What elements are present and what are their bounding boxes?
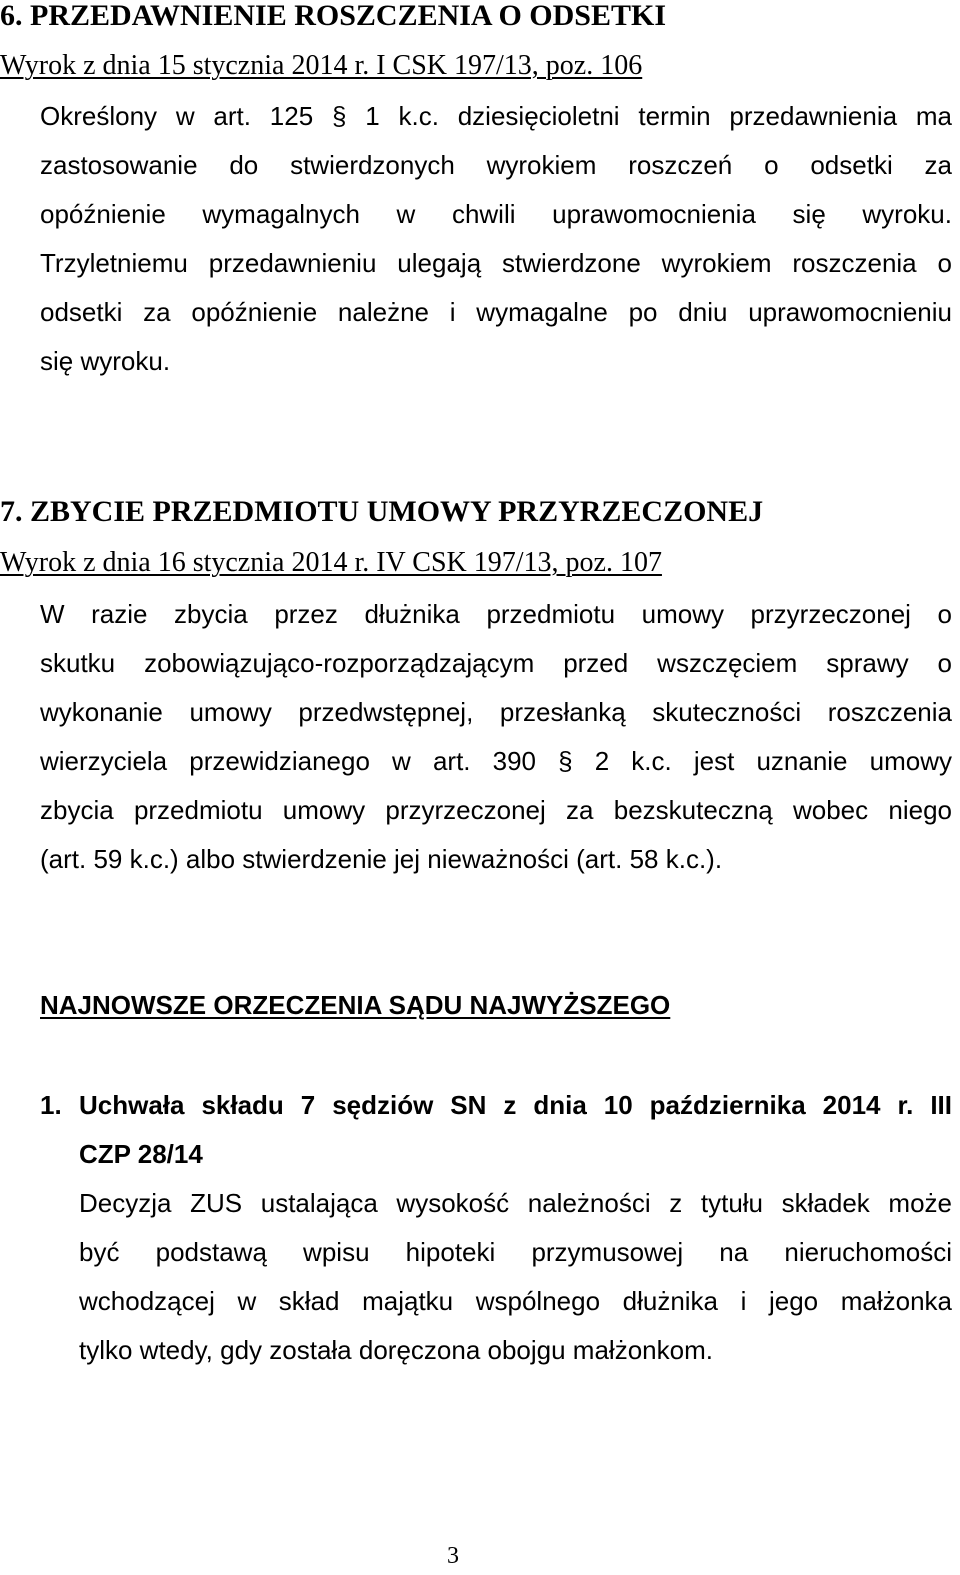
section-6-line: odsetki za opóźnienie należne i wymagalne po dniu uprawomocnieniu <box>40 297 952 327</box>
section-7-line: W razie zbycia przez dłużnika przedmiotu umowy przyrzeczonej o <box>40 599 952 629</box>
section-7-reference: Wyrok z dnia 16 stycznia 2014 r. IV CSK 197/13, poz. 107 <box>0 547 662 578</box>
ruling-title-line-2: CZP 28/14 <box>79 1139 203 1169</box>
newest-rulings-heading: NAJNOWSZE ORZECZENIA SĄDU NAJWYŻSZEGO <box>40 990 671 1020</box>
ruling-line: tylko wtedy, gdy została doręczona obojgu małżonkom. <box>79 1335 713 1365</box>
page-number: 3 <box>447 1543 459 1569</box>
section-6-line: Trzyletniemu przedawnieniu ulegają stwierdzone wyrokiem roszczenia o <box>40 248 952 278</box>
ruling-body <box>79 1179 952 1375</box>
section-6-line: Określony w art. 125 § 1 k.c. dziesięcioletni termin przedawnienia ma <box>40 101 952 131</box>
section-6-line: zastosowanie do stwierdzonych wyrokiem roszczeń o odsetki za <box>40 150 952 180</box>
section-7-line: (art. 59 k.c.) albo stwierdzenie jej nieważności (art. 58 k.c.). <box>40 844 723 874</box>
section-6-line: opóźnienie wymagalnych w chwili uprawomocnienia się wyroku. <box>40 199 952 229</box>
section-7-line: wierzyciela przewidzianego w art. 390 § 2 k.c. jest uznanie umowy <box>40 746 952 776</box>
section-6-heading: 6. PRZEDAWNIENIE ROSZCZENIA O ODSETKI <box>0 0 666 32</box>
section-7-line: wykonanie umowy przedwstępnej, przesłanką skuteczności roszczenia <box>40 697 952 727</box>
ruling-line: być podstawą wpisu hipoteki przymusowej na nieruchomości <box>79 1237 952 1267</box>
ruling-title-line-1: Uchwała składu 7 sędziów SN z dnia 10 października 2014 r. III <box>79 1090 952 1120</box>
ruling-line: Decyzja ZUS ustalająca wysokość należności z tytułu składek może <box>79 1188 952 1218</box>
section-6-reference: Wyrok z dnia 15 stycznia 2014 r. I CSK 197/13, poz. 106 <box>0 50 643 81</box>
section-7-heading: 7. ZBYCIE PRZEDMIOTU UMOWY PRZYRZECZONEJ <box>0 495 764 528</box>
section-7-body <box>40 590 952 884</box>
ruling-line: wchodzącej w skład majątku wspólnego dłużnika i jego małżonka <box>79 1286 952 1316</box>
section-6-body <box>40 92 952 386</box>
ruling-number: 1. <box>40 1090 62 1120</box>
section-6-line: się wyroku. <box>40 346 171 376</box>
section-7-line: zbycia przedmiotu umowy przyrzeczonej za bezskuteczną wobec niego <box>40 795 952 825</box>
section-7-line: skutku zobowiązująco-rozporządzającym przed wszczęciem sprawy o <box>40 648 952 678</box>
